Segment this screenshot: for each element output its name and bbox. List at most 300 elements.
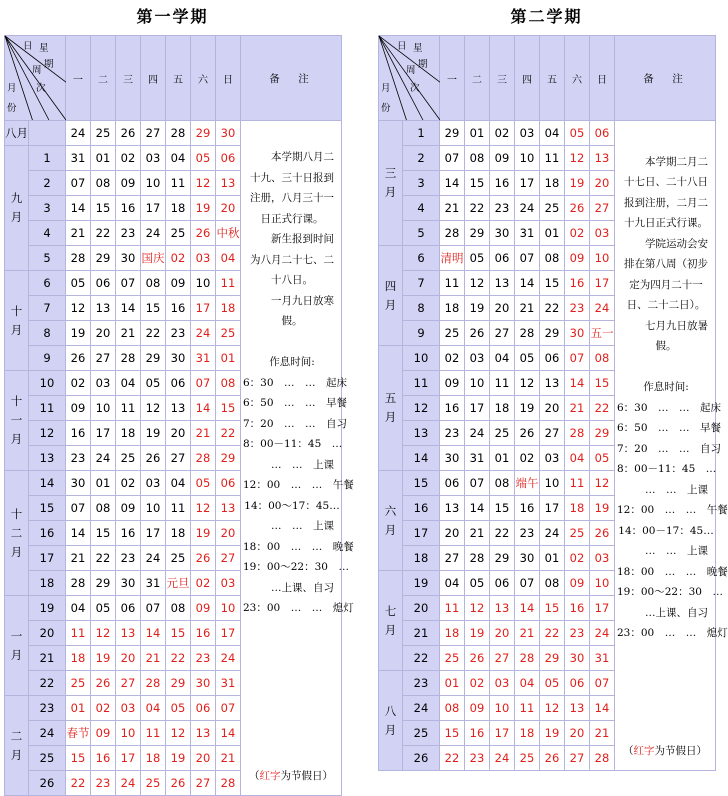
- date-cell: 15: [440, 721, 465, 746]
- date-cell: 11: [490, 371, 515, 396]
- date-cell: 02: [565, 546, 590, 571]
- date-cell: 19: [66, 321, 91, 346]
- date-cell: 15: [540, 271, 565, 296]
- date-cell: 18: [440, 621, 465, 646]
- date-cell: 16: [565, 271, 590, 296]
- date-cell: 12: [191, 171, 216, 196]
- date-cell: 02: [116, 146, 141, 171]
- date-cell: 07: [116, 271, 141, 296]
- week-number: 19: [29, 596, 66, 621]
- date-cell: 18: [440, 296, 465, 321]
- legend-open: （: [249, 769, 260, 782]
- date-cell: 09: [116, 171, 141, 196]
- date-cell: 10: [590, 571, 615, 596]
- date-cell: 03: [216, 571, 241, 596]
- date-cell: 16: [490, 171, 515, 196]
- date-cell: 07: [66, 171, 91, 196]
- date-cell: 02: [465, 671, 490, 696]
- date-cell: 20: [490, 621, 515, 646]
- holiday-cell: 国庆: [141, 246, 166, 271]
- date-cell: 18: [515, 721, 540, 746]
- date-cell: 22: [590, 396, 615, 421]
- week-number: 14: [403, 446, 440, 471]
- date-cell: 13: [590, 146, 615, 171]
- date-cell: 29: [540, 321, 565, 346]
- date-cell: 19: [191, 521, 216, 546]
- week-number: 15: [403, 471, 440, 496]
- date-cell: 19: [91, 646, 116, 671]
- date-cell: 20: [216, 196, 241, 221]
- date-cell: 23: [465, 746, 490, 771]
- semester-1-title: 第一学期: [136, 7, 209, 26]
- corner-label-month: 月: [7, 83, 17, 94]
- date-cell: 16: [515, 496, 540, 521]
- date-cell: 21: [465, 521, 490, 546]
- holiday-cell: 清明: [440, 246, 465, 271]
- date-cell: 02: [91, 696, 116, 721]
- date-cell: 20: [191, 746, 216, 771]
- date-cell: 17: [515, 171, 540, 196]
- date-cell: 16: [91, 746, 116, 771]
- date-cell: 12: [141, 396, 166, 421]
- date-cell: 25: [490, 421, 515, 446]
- date-cell: 30: [116, 571, 141, 596]
- date-cell: 11: [141, 721, 166, 746]
- notes-box: [615, 127, 728, 764]
- date-cell: 25: [91, 121, 116, 146]
- date-cell: 13: [91, 296, 116, 321]
- date-cell: 06: [116, 596, 141, 621]
- date-cell: 25: [66, 671, 91, 696]
- date-cell: 11: [216, 271, 241, 296]
- date-cell: 27: [116, 671, 141, 696]
- date-cell: 18: [565, 496, 590, 521]
- week-number: 24: [29, 721, 66, 746]
- weekday-header: 六: [191, 36, 216, 121]
- date-cell: 06: [91, 271, 116, 296]
- date-cell: 13: [540, 371, 565, 396]
- month-label: 六 月: [379, 471, 403, 571]
- date-cell: 10: [490, 696, 515, 721]
- month-label: 七 月: [379, 571, 403, 671]
- date-cell: 26: [565, 196, 590, 221]
- date-cell: 06: [565, 671, 590, 696]
- week-number: 13: [29, 446, 66, 471]
- week-number: 6: [29, 271, 66, 296]
- week-number: 8: [403, 296, 440, 321]
- date-cell: 22: [141, 321, 166, 346]
- date-cell: 22: [66, 771, 91, 796]
- date-cell: 14: [565, 371, 590, 396]
- date-cell: 12: [91, 621, 116, 646]
- date-cell: 14: [191, 396, 216, 421]
- date-cell: 20: [91, 321, 116, 346]
- month-label: 八 月: [379, 671, 403, 771]
- date-cell: 01: [91, 146, 116, 171]
- week-number: 18: [29, 571, 66, 596]
- date-cell: 29: [590, 421, 615, 446]
- corner-label-period: 期: [44, 59, 54, 70]
- date-cell: 24: [66, 121, 91, 146]
- week-number: 14: [29, 471, 66, 496]
- date-cell: 24: [590, 296, 615, 321]
- date-cell: 19: [515, 396, 540, 421]
- date-cell: 02: [515, 446, 540, 471]
- month-label: 九 月: [5, 146, 29, 271]
- week-number: 17: [403, 521, 440, 546]
- date-cell: 24: [490, 746, 515, 771]
- date-cell: 11: [540, 146, 565, 171]
- weekday-header: 四: [515, 36, 540, 121]
- date-cell: 08: [91, 171, 116, 196]
- date-cell: 20: [565, 721, 590, 746]
- date-cell: 24: [216, 646, 241, 671]
- date-cell: 29: [216, 446, 241, 471]
- date-cell: 30: [565, 321, 590, 346]
- date-cell: 01: [540, 221, 565, 246]
- date-cell: 31: [141, 571, 166, 596]
- week-number: 26: [29, 771, 66, 796]
- notes-header-label: 备 注: [269, 72, 313, 85]
- date-cell: 05: [465, 571, 490, 596]
- date-cell: 28: [515, 646, 540, 671]
- date-cell: 31: [216, 671, 241, 696]
- date-cell: 11: [440, 596, 465, 621]
- date-cell: 30: [565, 646, 590, 671]
- date-cell: 05: [191, 146, 216, 171]
- weekday-header: 日: [590, 36, 615, 121]
- date-cell: 19: [465, 621, 490, 646]
- date-cell: 02: [166, 246, 191, 271]
- weekday-header: 日: [216, 36, 241, 121]
- date-cell: 17: [465, 396, 490, 421]
- date-cell: 20: [440, 521, 465, 546]
- date-cell: 28: [515, 321, 540, 346]
- date-cell: 07: [191, 371, 216, 396]
- month-label: 八月: [5, 121, 29, 146]
- date-cell: 16: [565, 596, 590, 621]
- date-cell: 21: [66, 546, 91, 571]
- month-label: 五 月: [379, 346, 403, 471]
- date-cell: 02: [440, 346, 465, 371]
- date-cell: 05: [540, 671, 565, 696]
- date-cell: 18: [216, 296, 241, 321]
- week-number: 21: [403, 621, 440, 646]
- date-cell: 31: [465, 446, 490, 471]
- date-cell: 15: [91, 521, 116, 546]
- date-cell: 09: [565, 246, 590, 271]
- date-cell: 14: [515, 596, 540, 621]
- date-cell: 22: [465, 196, 490, 221]
- date-cell: 13: [216, 171, 241, 196]
- week-number: 22: [29, 671, 66, 696]
- date-cell: 29: [191, 121, 216, 146]
- date-cell: 02: [490, 121, 515, 146]
- weekday-header: 二: [91, 36, 116, 121]
- date-cell: 04: [515, 671, 540, 696]
- date-cell: 25: [540, 196, 565, 221]
- date-cell: 24: [141, 546, 166, 571]
- date-cell: 29: [465, 221, 490, 246]
- week-number: 18: [403, 546, 440, 571]
- date-cell: 22: [540, 296, 565, 321]
- date-cell: 03: [590, 546, 615, 571]
- corner-label-weekday: 星: [413, 43, 423, 54]
- date-cell: 24: [91, 446, 116, 471]
- date-cell: 15: [540, 596, 565, 621]
- date-cell: 06: [490, 571, 515, 596]
- date-cell: 08: [540, 571, 565, 596]
- legend: [241, 768, 341, 783]
- date-cell: 13: [565, 696, 590, 721]
- date-cell: 14: [141, 621, 166, 646]
- weekday-header: 四: [141, 36, 166, 121]
- date-cell: 19: [565, 171, 590, 196]
- date-cell: 12: [515, 371, 540, 396]
- date-cell: 12: [166, 721, 191, 746]
- date-cell: 15: [141, 296, 166, 321]
- date-cell: 09: [465, 696, 490, 721]
- legend-red: 红字: [633, 745, 655, 757]
- date-cell: 20: [216, 521, 241, 546]
- date-cell: 20: [116, 646, 141, 671]
- date-cell: 27: [440, 546, 465, 571]
- date-cell: 07: [216, 696, 241, 721]
- legend-red: 红字: [259, 769, 281, 782]
- date-cell: 12: [565, 146, 590, 171]
- date-cell: 08: [465, 146, 490, 171]
- week-number: 1: [29, 146, 66, 171]
- date-cell: 24: [116, 771, 141, 796]
- date-cell: 23: [191, 646, 216, 671]
- date-cell: 19: [465, 296, 490, 321]
- date-cell: 30: [116, 246, 141, 271]
- date-cell: 25: [440, 646, 465, 671]
- date-cell: 12: [540, 696, 565, 721]
- notes-text: 本学期二月二 十七日、二十八日 报到注册，二月二 十九日正式行课。 学院运动会安 排在第八周（初步 定为四月二十一 日、二十二日）。 七月九日放暑 假。 作息时间: 6：30 … … 起床 6：50 … … 早餐 7：20 … … 自习 8：00－11：45 … … … 上课 12：00 … … 午餐 14：00－17：45… … … 上课 18：00 … … 晚餐 19：00～22：30 … …上课、自习 23：00 … … 熄灯: [617, 155, 728, 639]
- date-cell: 28: [66, 571, 91, 596]
- week-number: 5: [29, 246, 66, 271]
- date-cell: 28: [191, 446, 216, 471]
- date-cell: 07: [565, 346, 590, 371]
- date-cell: 14: [440, 171, 465, 196]
- date-cell: 30: [490, 221, 515, 246]
- date-cell: 26: [116, 121, 141, 146]
- week-number: 16: [29, 521, 66, 546]
- week-number: 10: [29, 371, 66, 396]
- date-cell: 13: [490, 271, 515, 296]
- week-number: 19: [403, 571, 440, 596]
- date-cell: 19: [191, 196, 216, 221]
- date-cell: 13: [440, 496, 465, 521]
- date-cell: 14: [590, 696, 615, 721]
- semester-2-title: 第二学期: [510, 7, 583, 26]
- date-cell: 15: [166, 621, 191, 646]
- date-cell: 16: [440, 396, 465, 421]
- date-cell: 18: [141, 746, 166, 771]
- date-cell: 29: [141, 346, 166, 371]
- date-cell: 12: [465, 596, 490, 621]
- date-cell: 09: [440, 371, 465, 396]
- date-cell: 06: [540, 346, 565, 371]
- month-label: 十 二 月: [5, 471, 29, 596]
- date-cell: 07: [515, 571, 540, 596]
- date-cell: 13: [490, 596, 515, 621]
- date-cell: 23: [116, 221, 141, 246]
- date-cell: 03: [540, 446, 565, 471]
- date-cell: 02: [66, 371, 91, 396]
- date-cell: 08: [216, 371, 241, 396]
- date-cell: 08: [440, 696, 465, 721]
- week-number: 13: [403, 421, 440, 446]
- date-cell: 27: [565, 746, 590, 771]
- date-cell: 17: [490, 721, 515, 746]
- holiday-cell: 元旦: [166, 571, 191, 596]
- date-cell: 29: [91, 246, 116, 271]
- date-cell: 01: [91, 471, 116, 496]
- date-cell: 04: [565, 446, 590, 471]
- date-cell: 22: [166, 646, 191, 671]
- week-number: 11: [29, 396, 66, 421]
- date-cell: 20: [590, 171, 615, 196]
- date-cell: 28: [116, 346, 141, 371]
- week-number: 3: [403, 171, 440, 196]
- month-label: 四 月: [379, 246, 403, 346]
- legend-open: （: [623, 745, 634, 757]
- legend-rest: 为节假日）: [654, 745, 707, 757]
- corner-label-ci: 次: [36, 83, 46, 94]
- date-cell: 23: [565, 296, 590, 321]
- date-cell: 08: [141, 271, 166, 296]
- date-cell: 27: [590, 196, 615, 221]
- date-cell: 08: [166, 596, 191, 621]
- date-cell: 19: [540, 721, 565, 746]
- date-cell: 17: [91, 421, 116, 446]
- date-cell: 16: [66, 421, 91, 446]
- date-cell: 25: [116, 446, 141, 471]
- week-number: 1: [403, 121, 440, 146]
- date-cell: 13: [216, 496, 241, 521]
- date-cell: 27: [540, 421, 565, 446]
- date-cell: 17: [216, 621, 241, 646]
- legend: [615, 743, 715, 758]
- date-cell: 19: [141, 421, 166, 446]
- date-cell: 24: [515, 196, 540, 221]
- date-cell: 28: [565, 421, 590, 446]
- date-cell: 21: [116, 321, 141, 346]
- date-cell: 24: [590, 621, 615, 646]
- date-cell: 12: [465, 271, 490, 296]
- date-cell: 10: [141, 496, 166, 521]
- week-number: 25: [29, 746, 66, 771]
- month-label: 一 月: [5, 596, 29, 696]
- date-cell: 12: [590, 471, 615, 496]
- date-cell: 04: [440, 571, 465, 596]
- notes-header: [615, 36, 716, 121]
- date-cell: 21: [565, 396, 590, 421]
- date-cell: 22: [440, 746, 465, 771]
- date-cell: 09: [66, 396, 91, 421]
- date-cell: 26: [590, 521, 615, 546]
- date-cell: 21: [191, 421, 216, 446]
- date-cell: 28: [66, 246, 91, 271]
- date-cell: 26: [91, 671, 116, 696]
- date-cell: 26: [141, 446, 166, 471]
- date-cell: 21: [515, 296, 540, 321]
- date-cell: 27: [141, 121, 166, 146]
- date-cell: 23: [91, 771, 116, 796]
- weekday-header: 三: [116, 36, 141, 121]
- date-cell: 09: [565, 571, 590, 596]
- date-cell: 15: [216, 396, 241, 421]
- date-cell: 13: [116, 621, 141, 646]
- date-cell: 25: [166, 546, 191, 571]
- date-cell: 23: [166, 321, 191, 346]
- date-cell: 24: [540, 521, 565, 546]
- week-number: 9: [403, 321, 440, 346]
- date-cell: 05: [565, 121, 590, 146]
- date-cell: 16: [116, 196, 141, 221]
- week-number: [29, 121, 66, 146]
- date-cell: 28: [216, 771, 241, 796]
- date-cell: 05: [66, 271, 91, 296]
- date-cell: 26: [465, 646, 490, 671]
- date-cell: 10: [515, 146, 540, 171]
- week-number: 23: [29, 696, 66, 721]
- weekday-header: 三: [490, 36, 515, 121]
- date-cell: 04: [166, 146, 191, 171]
- date-cell: 18: [166, 196, 191, 221]
- date-cell: 05: [91, 596, 116, 621]
- date-cell: 22: [490, 521, 515, 546]
- week-number: 26: [403, 746, 440, 771]
- date-cell: 26: [540, 746, 565, 771]
- date-cell: 26: [191, 546, 216, 571]
- corner-label-ci: 次: [410, 83, 420, 94]
- date-cell: 17: [191, 296, 216, 321]
- date-cell: 11: [565, 471, 590, 496]
- notes-header-label: 备 注: [643, 72, 687, 85]
- corner-label-weekday: 星: [39, 43, 49, 54]
- corner-label-week: 周: [406, 65, 416, 76]
- date-cell: 27: [216, 546, 241, 571]
- weekday-header: 五: [540, 36, 565, 121]
- date-cell: 17: [540, 496, 565, 521]
- date-cell: 21: [590, 721, 615, 746]
- date-cell: 29: [166, 671, 191, 696]
- holiday-cell: 端午: [515, 471, 540, 496]
- date-cell: 03: [141, 146, 166, 171]
- weekday-header: 一: [66, 36, 91, 121]
- date-cell: 11: [440, 271, 465, 296]
- date-cell: 05: [191, 471, 216, 496]
- date-cell: 16: [191, 621, 216, 646]
- date-cell: 16: [116, 521, 141, 546]
- date-cell: 23: [565, 621, 590, 646]
- month-label: 三 月: [379, 121, 403, 246]
- date-cell: 21: [440, 196, 465, 221]
- date-cell: 11: [116, 396, 141, 421]
- date-cell: 06: [440, 471, 465, 496]
- date-cell: 30: [515, 546, 540, 571]
- holiday-cell: 春节: [66, 721, 91, 746]
- date-cell: 23: [490, 196, 515, 221]
- date-cell: 25: [515, 746, 540, 771]
- corner-label-day: 日: [397, 41, 407, 52]
- date-cell: 22: [91, 546, 116, 571]
- date-cell: 02: [191, 571, 216, 596]
- date-cell: 07: [141, 596, 166, 621]
